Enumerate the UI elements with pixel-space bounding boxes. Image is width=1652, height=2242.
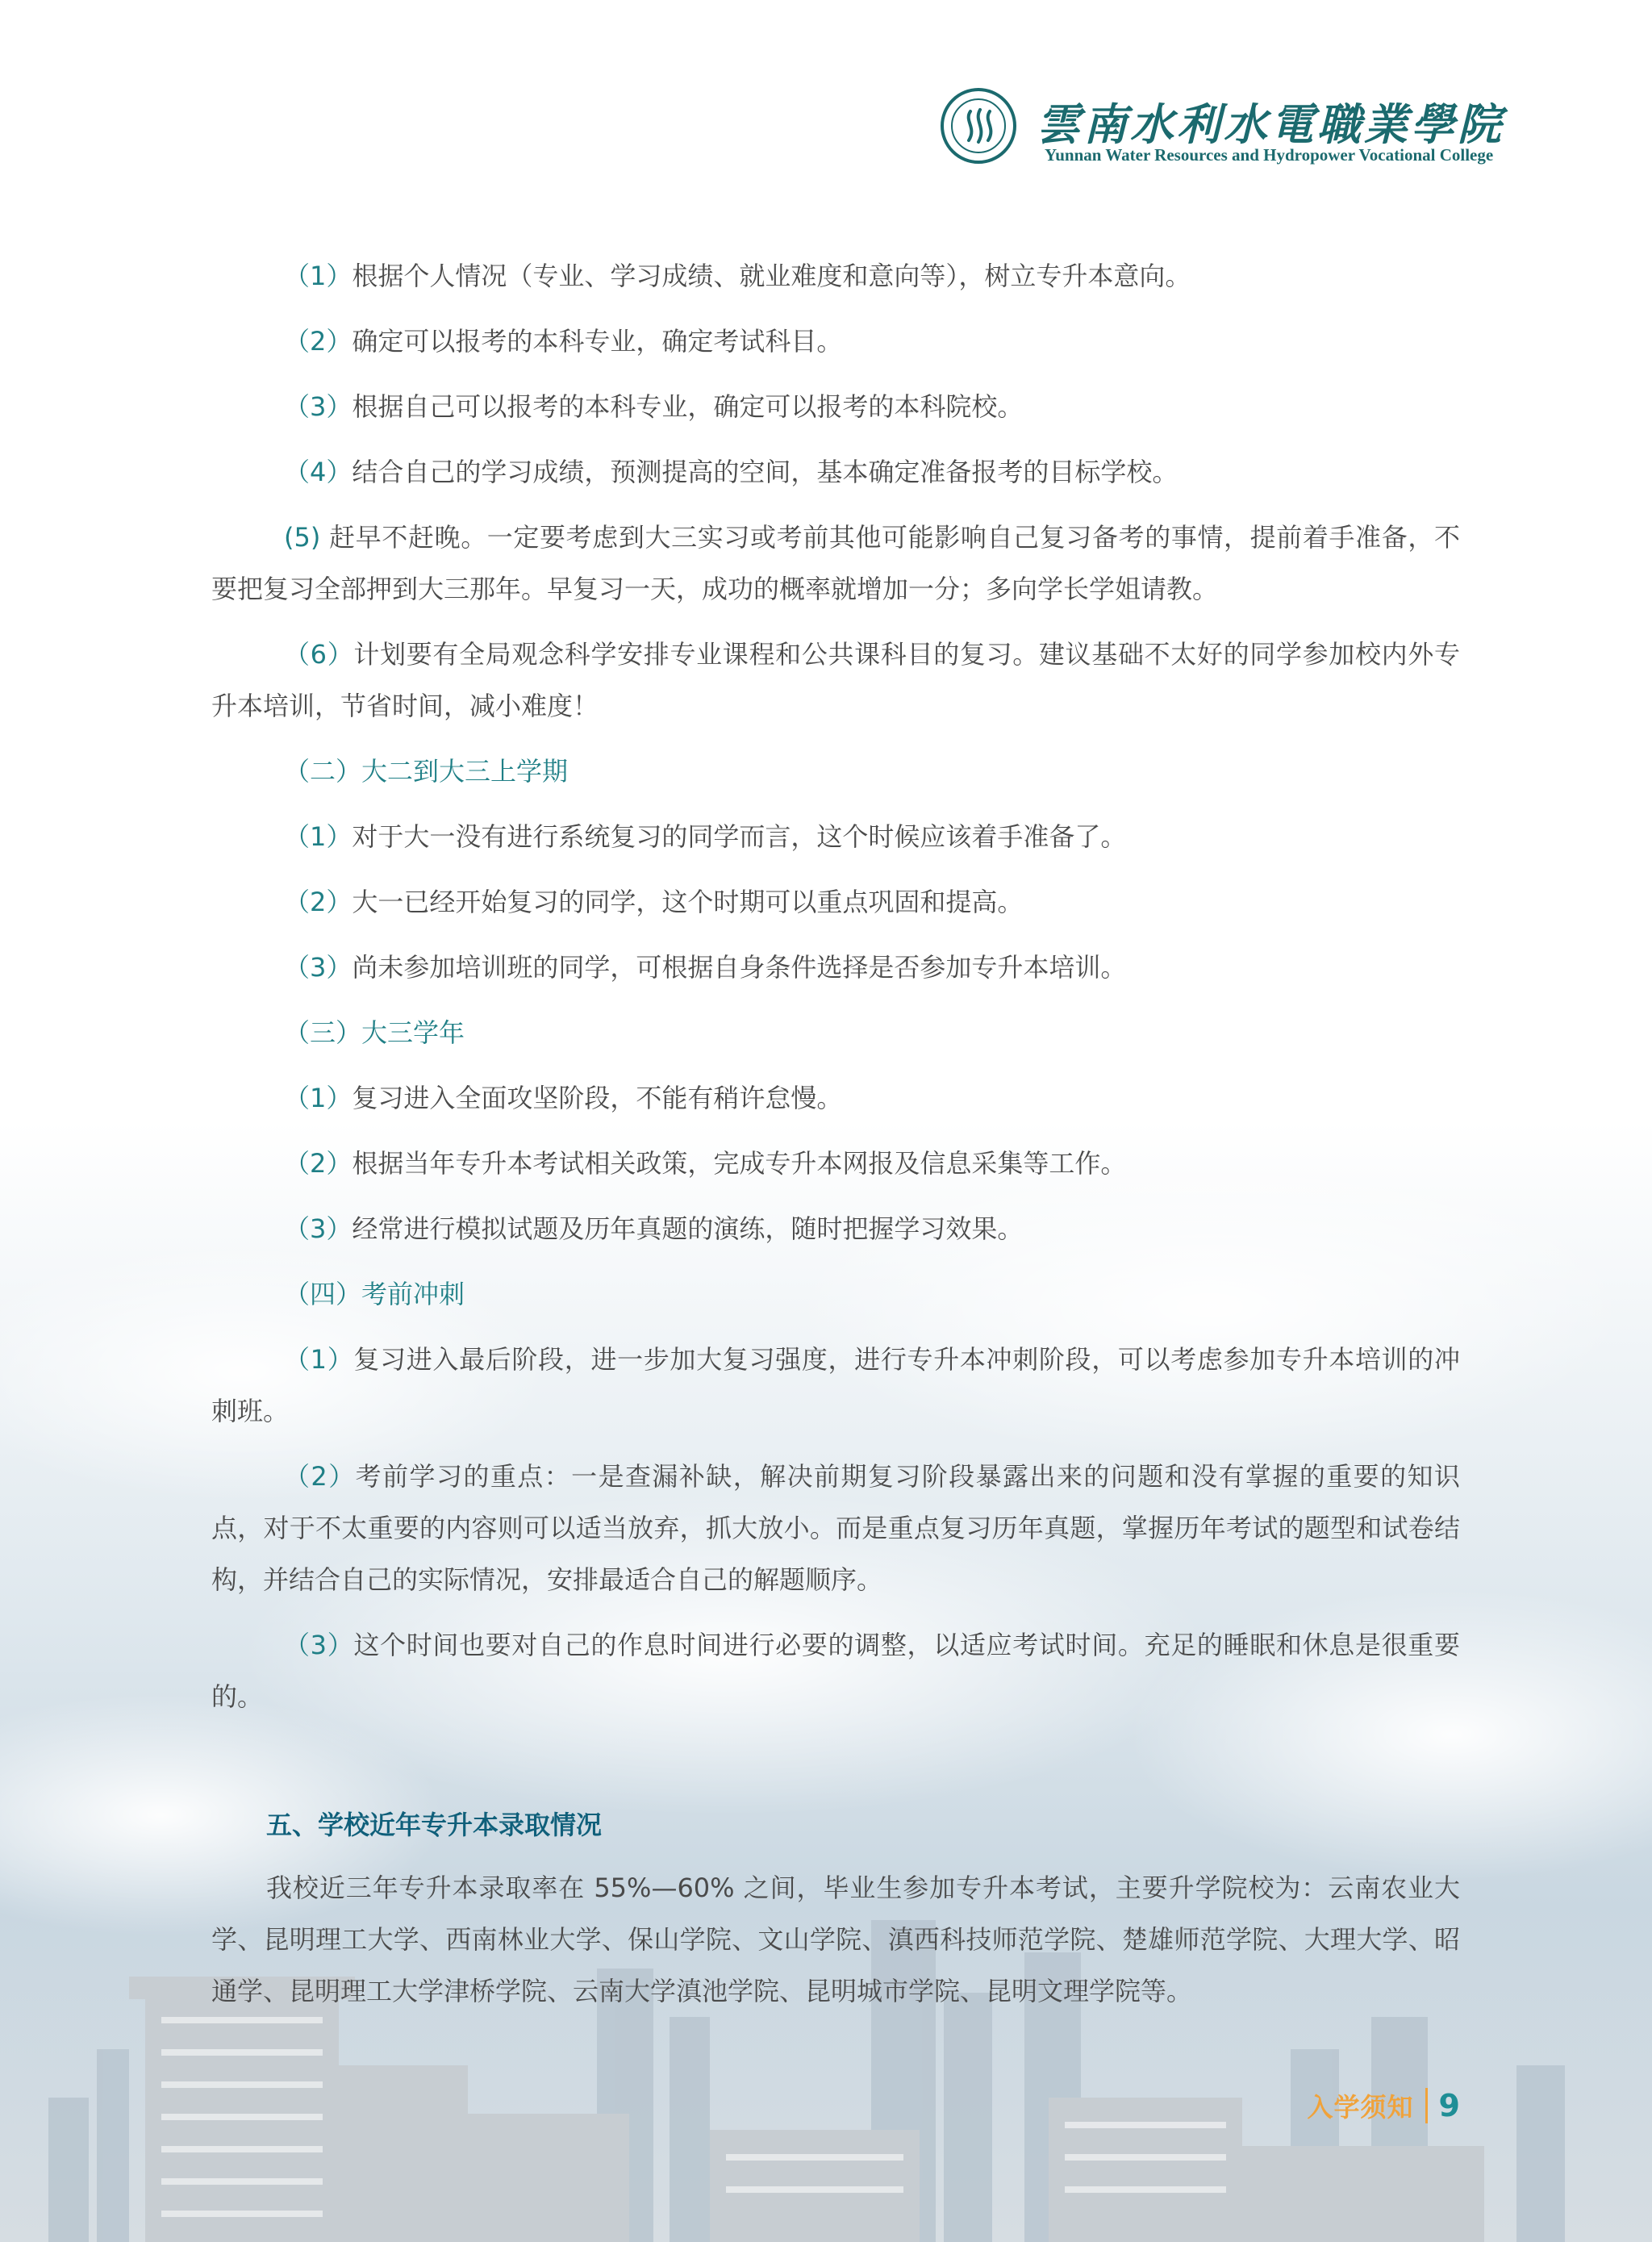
paragraph: （1）根据个人情况（专业、学习成绩、就业难度和意向等），树立专升本意向。 bbox=[284, 261, 1191, 291]
college-name-en: Yunnan Water Resources and Hydropower Vocational College bbox=[1045, 145, 1494, 165]
section-admission-stats bbox=[211, 1801, 1460, 2017]
subheading: （二）大二到大三上学期 bbox=[284, 756, 569, 787]
college-name-cn: 雲南水利水電職業學院 bbox=[1037, 98, 1504, 150]
paragraph: （3）尚未参加培训班的同学，可根据自身条件选择是否参加专升本培训。 bbox=[284, 952, 1127, 983]
paragraph: （1）复习进入最后阶段，进一步加大复习强度，进行专升本冲刺阶段，可以考虑参加专升本培训的冲刺班。 bbox=[211, 1344, 1460, 1426]
subheading: （三）大三学年 bbox=[284, 1017, 465, 1048]
page-footer bbox=[1308, 2083, 1460, 2128]
college-logo bbox=[940, 87, 1504, 168]
main-content bbox=[211, 250, 1460, 1736]
paragraph: （3）经常进行模拟试题及历年真题的演练，随时把握学习效果。 bbox=[284, 1213, 1024, 1244]
paragraph: （1）复习进入全面攻坚阶段，不能有稍许怠慢。 bbox=[284, 1083, 843, 1113]
paragraph: (5) 赶早不赶晚。一定要考虑到大三实习或考前其他可能影响自己复习备考的事情，提前着手准备，不要把复习全部押到大三那年。早复习一天，成功的概率就增加一分；多向学长学姐请教。 bbox=[211, 522, 1460, 604]
paragraph: （2）考前学习的重点：一是查漏补缺，解决前期复习阶段暴露出来的问题和没有掌握的重要的知识点，对于不太重要的内容则可以适当放弃，抓大放小。而是重点复习历年真题，掌握历年考试的题型和试卷结构，并结合自己的实际情况，安排最适合自己的解题顺序。 bbox=[211, 1461, 1460, 1595]
footer-label: 入学须知 bbox=[1307, 2092, 1414, 2123]
college-seal-icon bbox=[940, 87, 1017, 165]
footer-divider bbox=[1425, 2088, 1428, 2123]
paragraph: （2）确定可以报考的本科专业，确定考试科目。 bbox=[284, 326, 843, 357]
paragraph: （3）这个时间也要对自己的作息时间进行必要的调整，以适应考试时间。充足的睡眠和休息是很重要的。 bbox=[211, 1630, 1460, 1712]
paragraph: （3）根据自己可以报考的本科专业，确定可以报考的本科院校。 bbox=[284, 391, 1024, 422]
subheading: （四）考前冲刺 bbox=[284, 1279, 465, 1309]
paragraph: （2）大一已经开始复习的同学，这个时期可以重点巩固和提高。 bbox=[284, 887, 1024, 917]
section-title: 五、学校近年专升本录取情况 bbox=[266, 1810, 603, 1840]
paragraph: （1）对于大一没有进行系统复习的同学而言，这个时候应该着手准备了。 bbox=[284, 821, 1127, 852]
paragraph: （2）根据当年专升本考试相关政策，完成专升本网报及信息采集等工作。 bbox=[284, 1148, 1127, 1179]
paragraph: （6）计划要有全局观念科学安排专业课程和公共课科目的复习。建议基础不太好的同学参加校内外专升本培训，节省时间，减小难度！ bbox=[211, 639, 1460, 721]
section-body: 我校近三年专升本录取率在 55%—60% 之间，毕业生参加专升本考试，主要升学院校为：云南农业大学、昆明理工大学、西南林业大学、保山学院、文山学院、滇西科技师范学院、楚雄师范学院、大理大学、昭通学、昆明理工大学津桥学院、云南大学滇池学院、昆明城市学院、昆明文理学院等。 bbox=[211, 1873, 1460, 2006]
paragraph: （4）结合自己的学习成绩，预测提高的空间，基本确定准备报考的目标学校。 bbox=[284, 457, 1179, 487]
page-number: 9 bbox=[1438, 2088, 1460, 2123]
